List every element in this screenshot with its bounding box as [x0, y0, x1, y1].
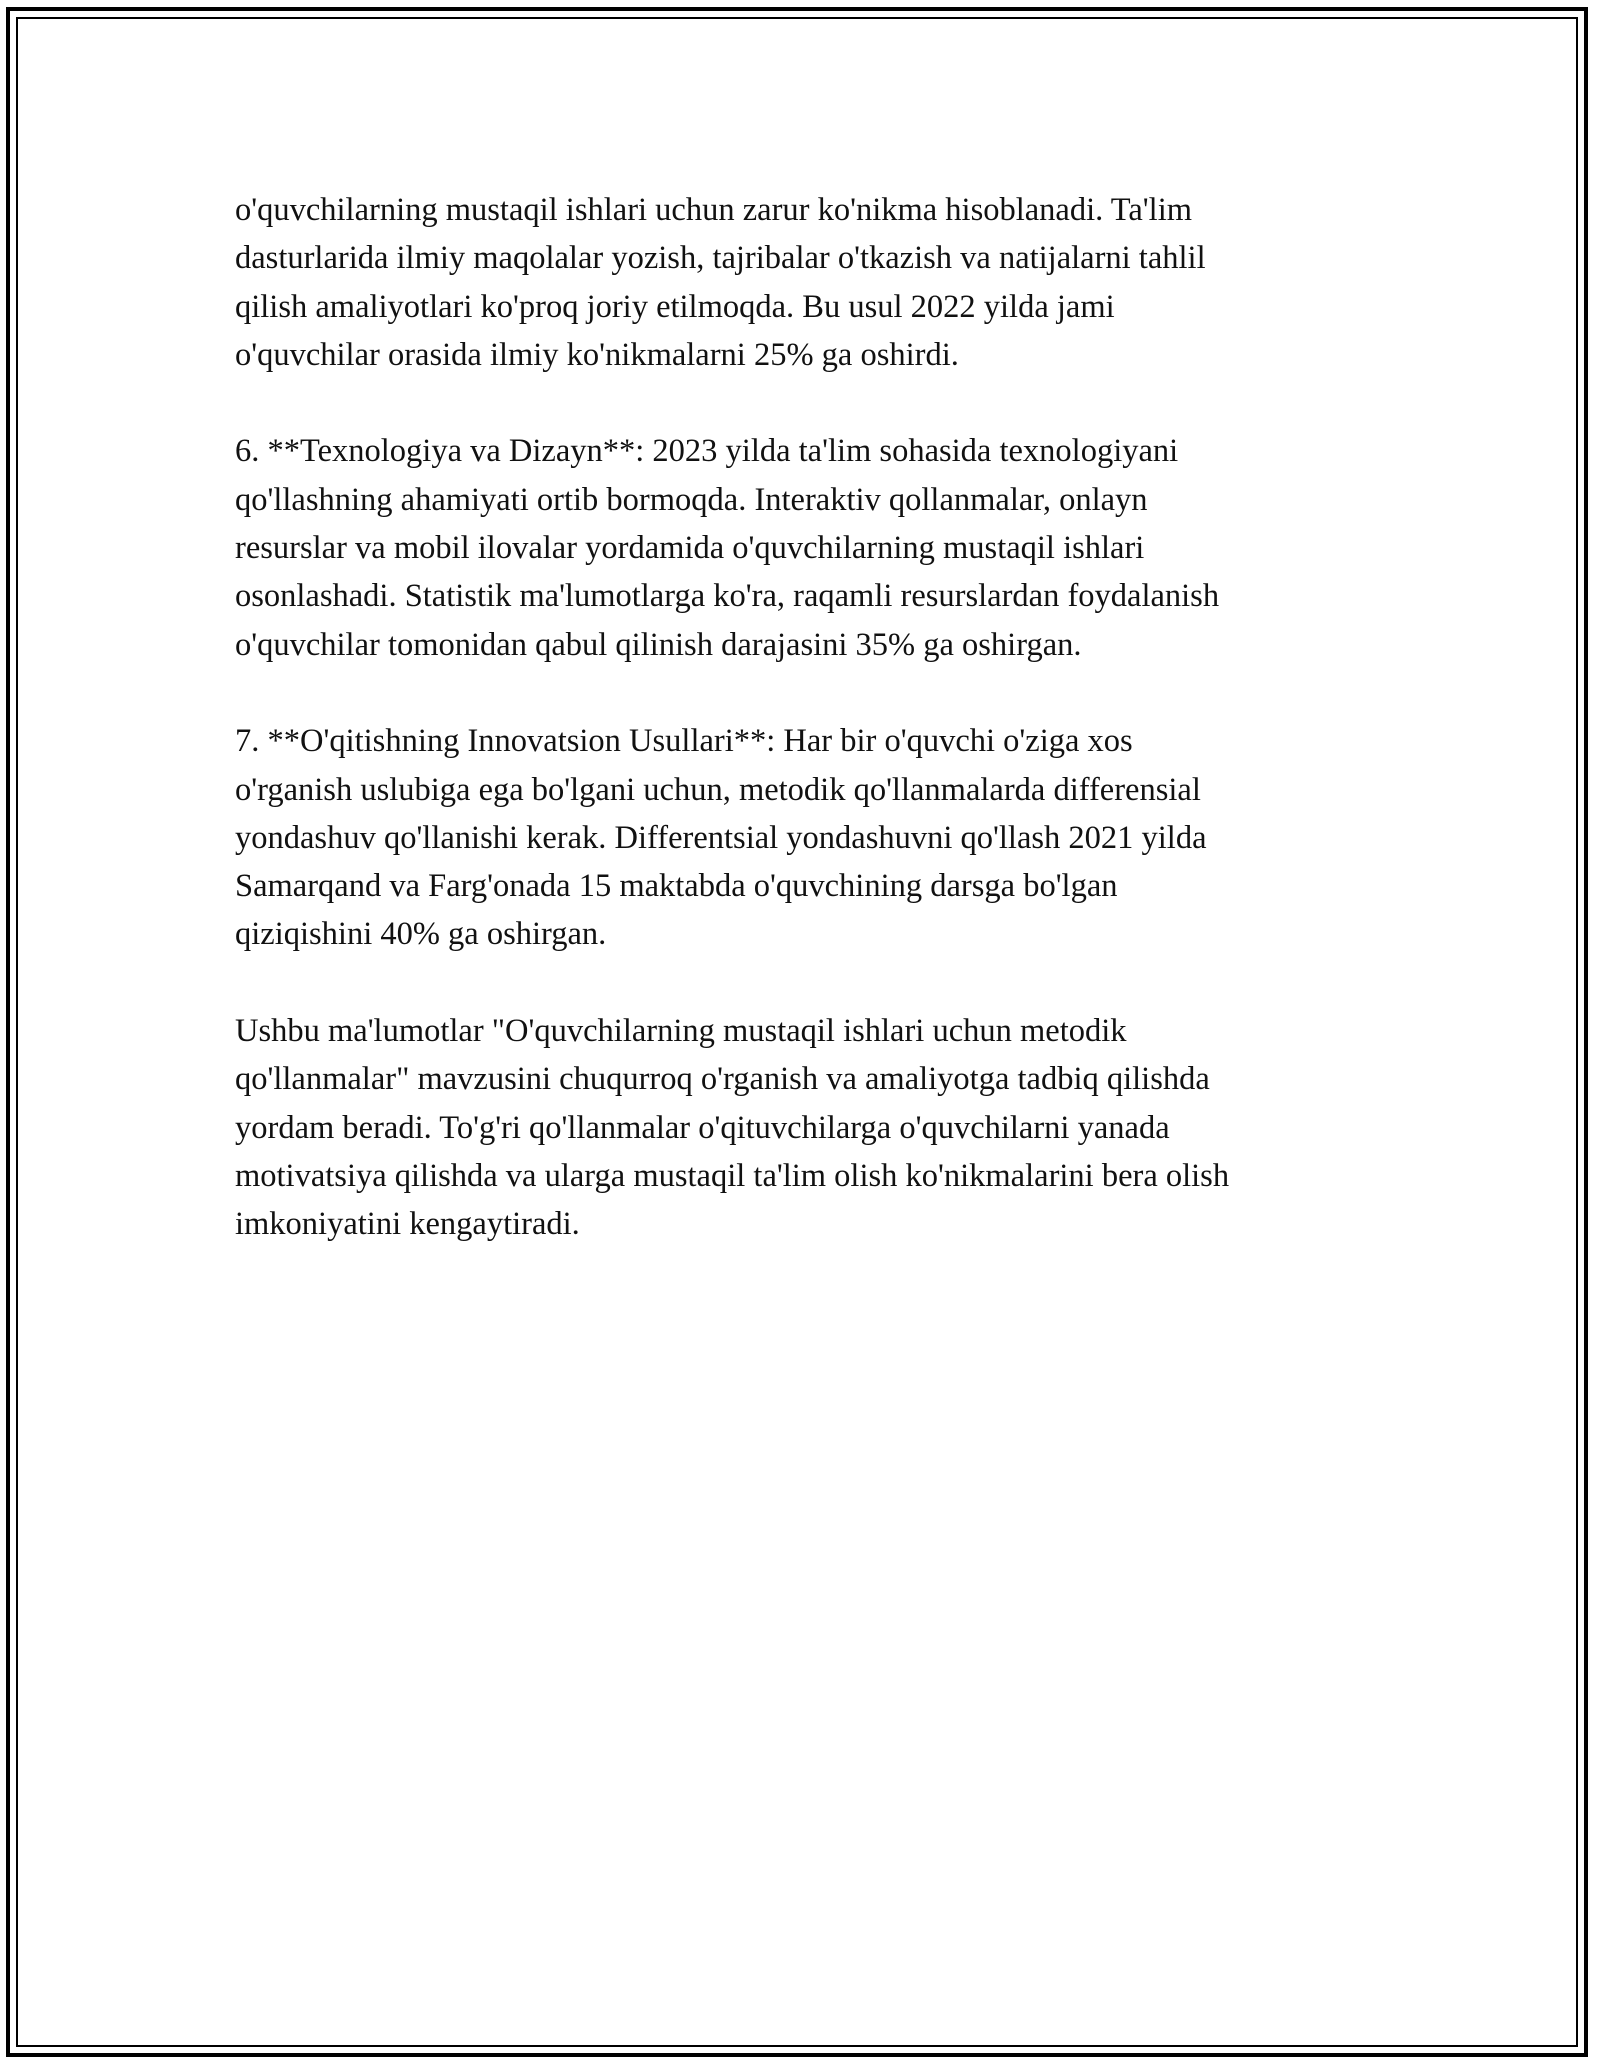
- paragraph-innovative-methods: [235, 717, 1370, 958]
- text-line: qo'llanmalar" mavzusini chuqurroq o'rganish va amaliyotga tadbiq qilishda: [235, 1061, 1210, 1098]
- text-line: o'quvchilar tomonidan qabul qilinish darajasini 35% ga oshirgan.: [235, 626, 1082, 663]
- document-body: [235, 186, 1370, 1297]
- text-line: Samarqand va Farg'onada 15 maktabda o'quvchining darsga bo'lgan: [235, 868, 1118, 905]
- text-line: motivatsiya qilishda va ularga mustaqil ta'lim olish ko'nikmalarini bera olish: [235, 1157, 1230, 1194]
- text-line: qilish amaliyotlari ko'proq joriy etilmoqda. Bu usul 2022 yilda jami: [235, 288, 1115, 325]
- text-line: resurslar va mobil ilovalar yordamida o'quvchilarning mustaqil ishlari: [235, 530, 1145, 567]
- text-line: Ushbu ma'lumotlar "O'quvchilarning mustaqil ishlari uchun metodik: [235, 1013, 1127, 1050]
- paragraph-conclusion: [235, 1007, 1370, 1248]
- text-line: qiziqishini 40% ga oshirgan.: [235, 916, 607, 953]
- text-line: qo'llashning ahamiyati ortib bormoqda. Interaktiv qollanmalar, onlayn: [235, 481, 1148, 518]
- text-line: imkoniyatini kengaytiradi.: [235, 1206, 580, 1243]
- text-line: 6. **Texnologiya va Dizayn**: 2023 yilda ta'lim sohasida texnologiyani: [235, 433, 1179, 470]
- text-line: yordam beradi. To'g'ri qo'llanmalar o'qituvchilarga o'quvchilarni yanada: [235, 1109, 1170, 1146]
- text-line: osonlashadi. Statistik ma'lumotlarga ko'ra, raqamli resurslardan foydalanish: [235, 578, 1220, 615]
- text-line: 7. **O'qitishning Innovatsion Usullari**: Har bir o'quvchi o'ziga xos: [235, 723, 1133, 760]
- text-line: o'quvchilarning mustaqil ishlari uchun zarur ko'nikma hisoblanadi. Ta'lim: [235, 192, 1193, 228]
- text-line: yondashuv qo'llanishi kerak. Differentsial yondashuvni qo'llash 2021 yilda: [235, 819, 1207, 856]
- paragraph-research-skills: [235, 186, 1370, 379]
- text-line: o'quvchilar orasida ilmiy ko'nikmalarni 25% ga oshirdi.: [235, 336, 959, 373]
- text-line: o'rganish uslubiga ega bo'lgani uchun, metodik qo'llanmalarda differensial: [235, 771, 1201, 808]
- paragraph-technology-design: [235, 427, 1370, 668]
- text-line: dasturlarida ilmiy maqolalar yozish, tajribalar o'tkazish va natijalarni tahlil: [235, 240, 1206, 277]
